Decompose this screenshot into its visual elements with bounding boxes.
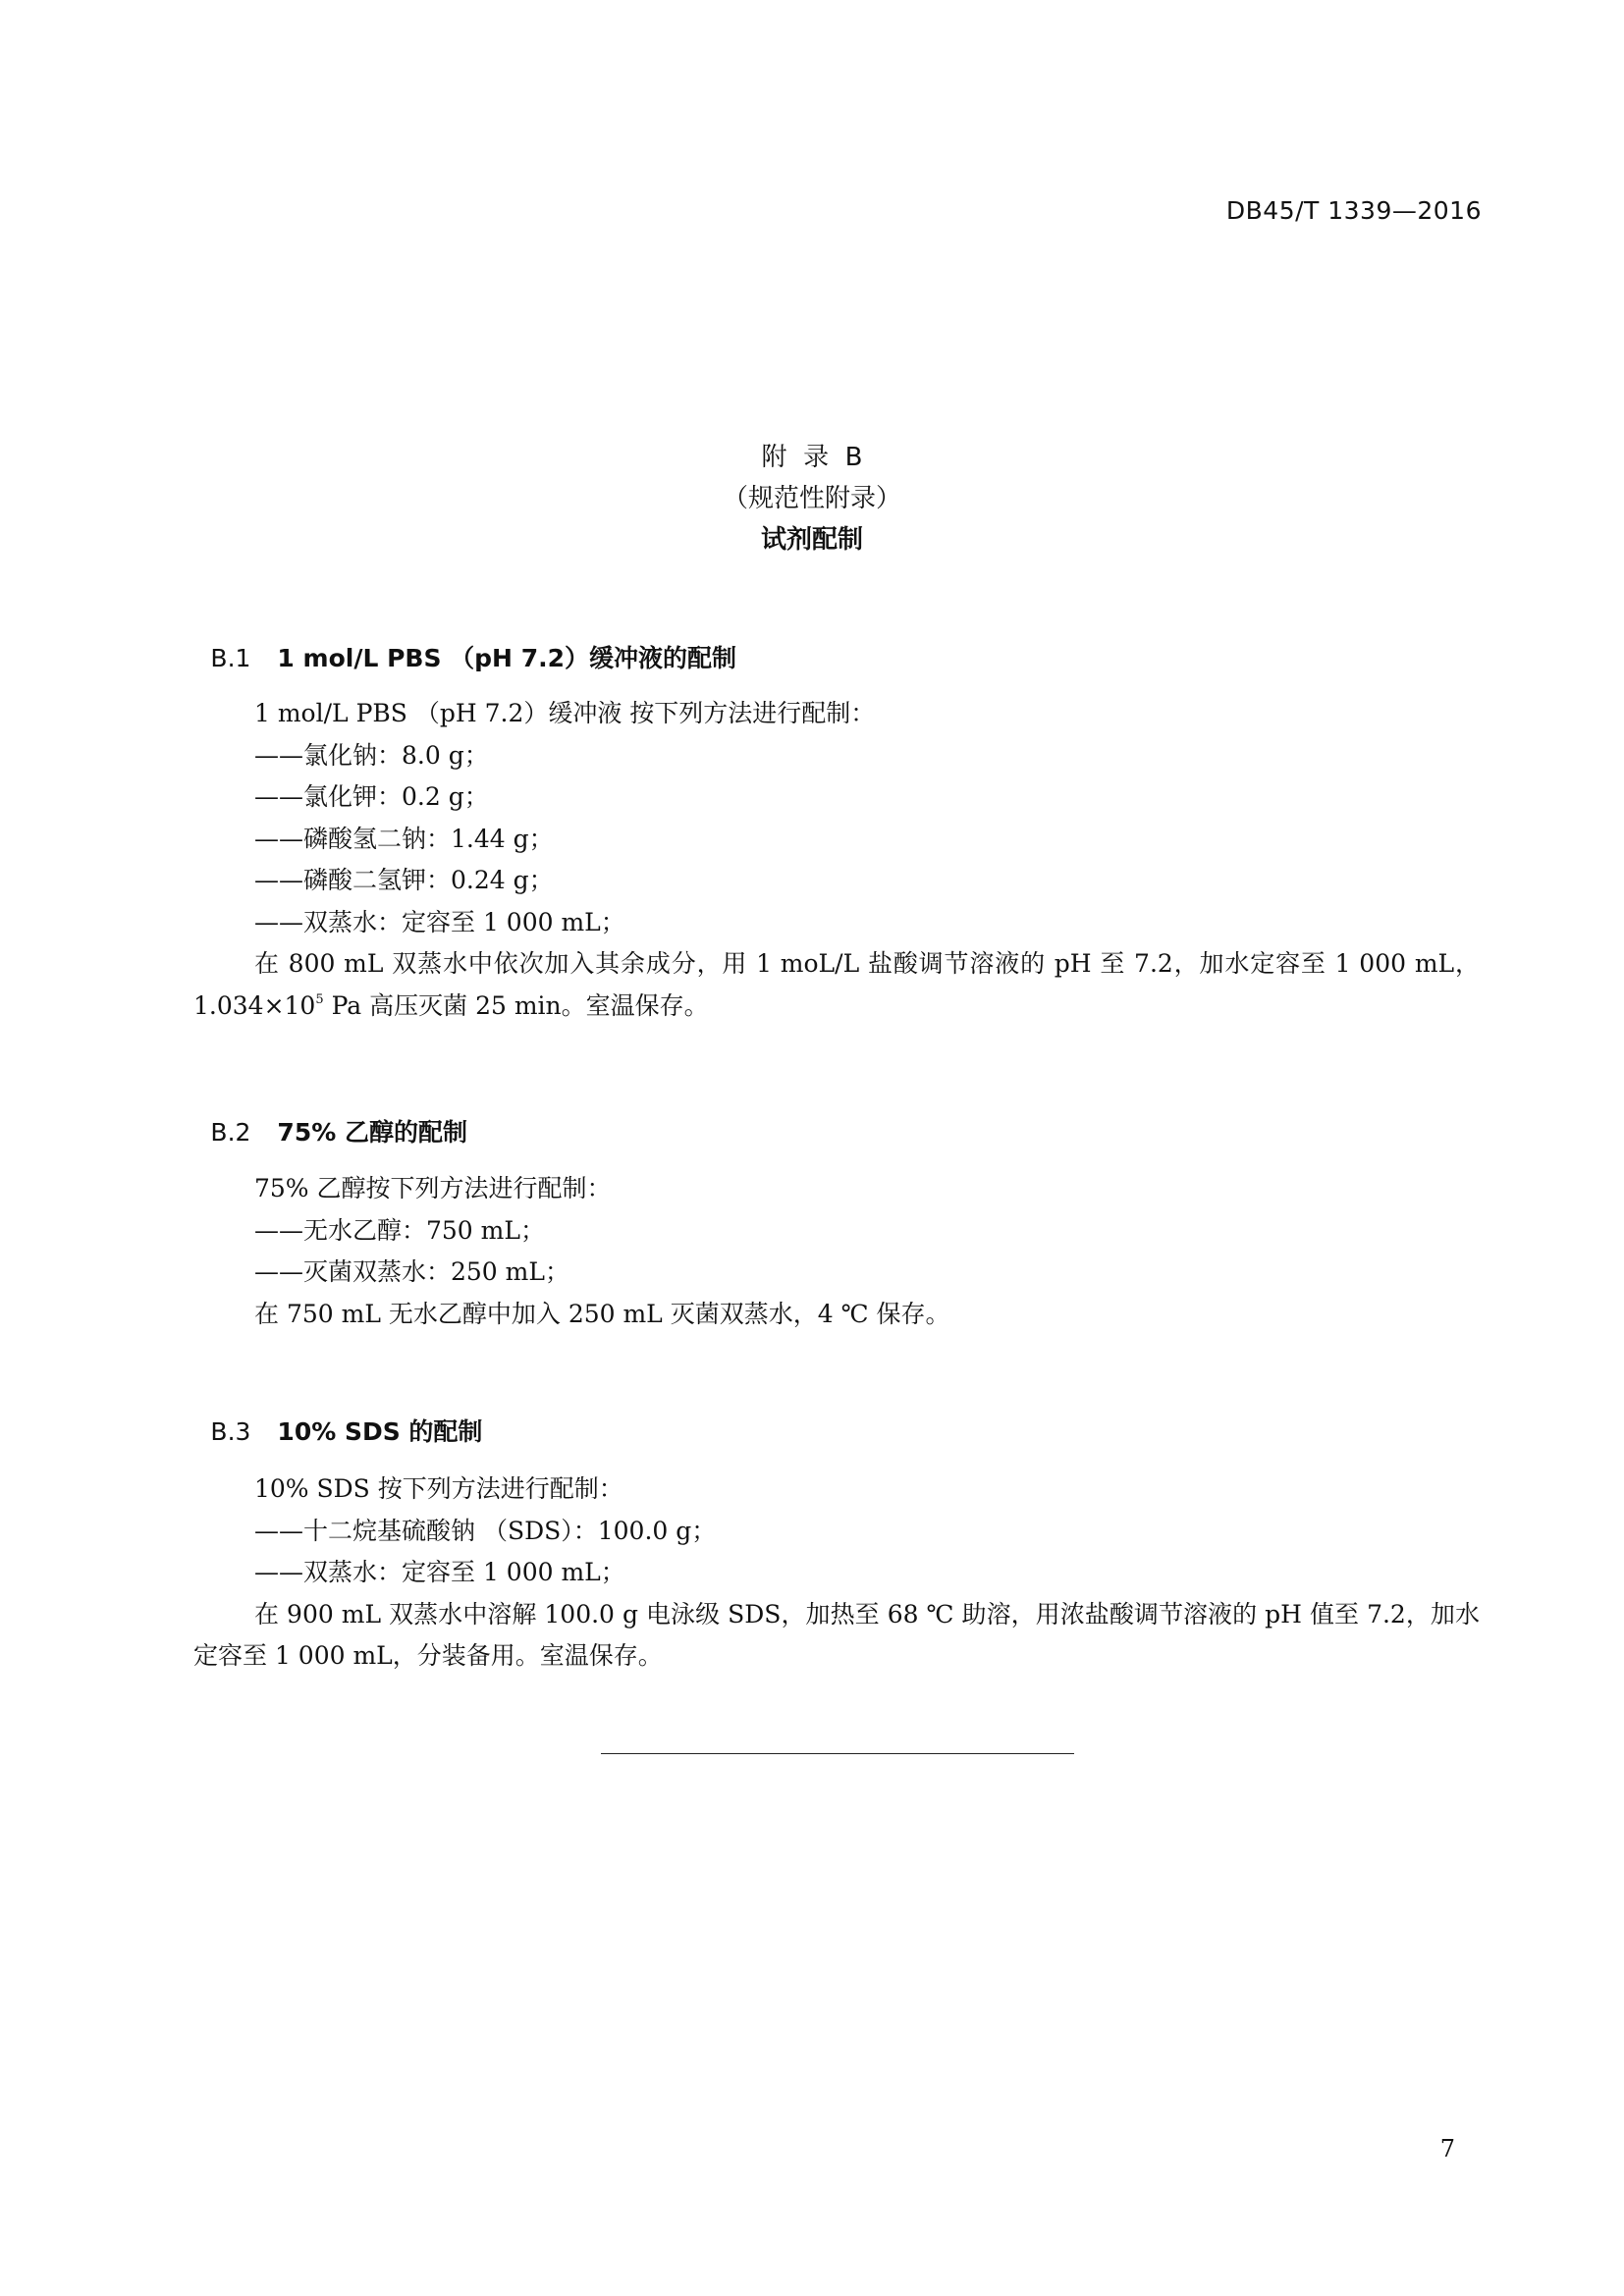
section-number: B.3 xyxy=(210,1417,251,1446)
section-number: B.1 xyxy=(210,644,251,672)
section-paragraph: 在 750 mL 无水乙醇中加入 250 mL 灭菌双蒸水，4 ℃ 保存。 xyxy=(254,1299,950,1328)
section-title: 10% SDS 的配制 xyxy=(277,1417,483,1446)
list-item: ——磷酸二氢钾：0.24 g； xyxy=(254,866,554,894)
section-intro: 1 mol/L PBS （pH 7.2）缓冲液 按下列方法进行配制： xyxy=(254,699,876,727)
page-number: 7 xyxy=(1439,2135,1455,2163)
appendix-header xyxy=(0,437,1624,561)
list-item: ——氯化钾：0.2 g； xyxy=(254,782,489,811)
section-intro: 10% SDS 按下列方法进行配制： xyxy=(254,1474,623,1503)
list-item: ——灭菌双蒸水：250 mL； xyxy=(254,1257,569,1286)
section-number: B.2 xyxy=(210,1118,251,1147)
section-heading-b2 xyxy=(193,1085,467,1148)
section-body-b3 xyxy=(193,1468,1480,1678)
list-item: ——氯化钠：8.0 g； xyxy=(254,740,489,770)
section-body-b1 xyxy=(193,693,1480,1027)
list-item: ——十二烷基硫酸钠 （SDS）：100.0 g； xyxy=(254,1516,717,1545)
section-title: 75% 乙醇的配制 xyxy=(277,1118,467,1147)
appendix-type: （规范性附录） xyxy=(722,484,901,513)
section-intro: 75% 乙醇按下列方法进行配制： xyxy=(254,1174,612,1202)
paragraph-text: 在 800 mL 双蒸水中依次加入其余成分，用 1 moL/L 盐酸调节溶液的 pH 至 7.2，加水定容至 1 000 mL，1.034×10 xyxy=(193,949,1480,1020)
section-heading-b3 xyxy=(193,1384,482,1448)
section-paragraph xyxy=(193,943,1480,1027)
list-item: ——双蒸水：定容至 1 000 mL； xyxy=(254,1558,625,1586)
superscript-exponent: 5 xyxy=(315,991,324,1007)
paragraph-text-cont: Pa 高压灭菌 25 min。室温保存。 xyxy=(323,990,709,1020)
section-heading-b1 xyxy=(193,611,736,674)
section-paragraph: 在 900 mL 双蒸水中溶解 100.0 g 电泳级 SDS，加热至 68 ℃ 助溶，用浓盐酸调节溶液的 pH 值至 7.2，加水定容至 1 000 mL，分装备用。室温保存。 xyxy=(193,1599,1480,1670)
appendix-title: 附 录 B xyxy=(761,443,863,472)
appendix-name: 试剂配制 xyxy=(760,525,863,555)
list-item: ——磷酸氢二钠：1.44 g； xyxy=(254,824,554,853)
list-item: ——无水乙醇：750 mL； xyxy=(254,1215,545,1245)
section-body-b2 xyxy=(193,1168,1480,1335)
document-code: DB45/T 1339—2016 xyxy=(1225,196,1482,225)
list-item: ——双蒸水：定容至 1 000 mL； xyxy=(254,907,625,936)
end-divider xyxy=(601,1753,1074,1754)
section-title: 1 mol/L PBS （pH 7.2）缓冲液的配制 xyxy=(277,644,736,672)
